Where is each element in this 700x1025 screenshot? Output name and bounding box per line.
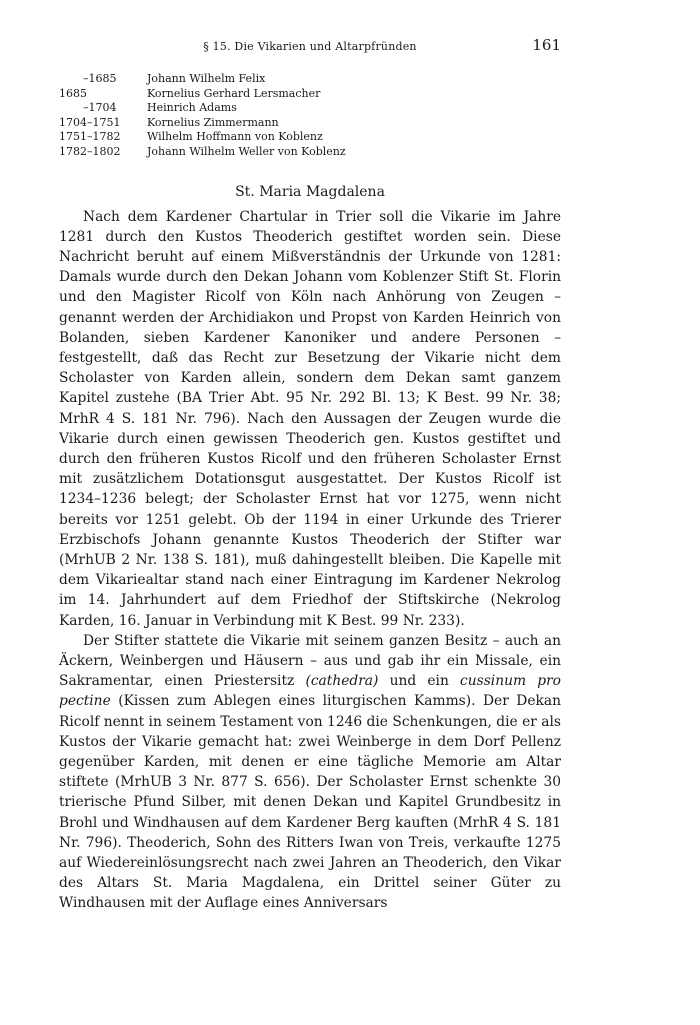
paragraph-text: und ein bbox=[378, 673, 461, 690]
list-item bbox=[59, 130, 561, 145]
list-item-name: Kornelius Zimmermann bbox=[147, 115, 279, 129]
list-item-date: 1782–1802 bbox=[59, 144, 121, 158]
italic-term: cussinum pro pectine bbox=[59, 673, 561, 710]
list-item bbox=[59, 87, 561, 102]
list-item-date: –1685 bbox=[83, 72, 117, 85]
running-head bbox=[59, 36, 561, 62]
list-item-date: –1704 bbox=[83, 101, 117, 115]
body-paragraph-2 bbox=[59, 631, 561, 914]
page-number: 161 bbox=[532, 36, 561, 54]
list-item bbox=[59, 72, 561, 87]
list-item-date: 1704–1751 bbox=[59, 115, 121, 129]
list-item bbox=[59, 101, 561, 116]
italic-term: (cathedra) bbox=[305, 673, 379, 690]
paragraph-text: (Kissen zum Ablegen eines liturgischen Kamms). Der Dekan Ricolf nennt in seinem Testament von 1246 die Schenkungen, die er als Kustos der Vikarie gemacht hat: zwei Weinberge in dem Dorf Pellenz gegenüber Karden, mit denen er eine tägliche Memorie am Altar stiftete (MrhUB 3 Nr. 877 S. 656). Der Scholaster Ernst schenkte 30 trierische Pfund Silber, mit denen Dekan und Kapitel Grundbesitz in Brohl und Windhausen auf dem Kardener Berg kauften (MrhR 4 S. 181 Nr. 796). Theoderich, Sohn des Ritters Iwan von Treis, verkaufte 1275 auf Wiedereinlösungsrecht nach zwei Jahren an Theoderich, den Vikar des Altars St. Maria Magdalena, ein Drittel seiner Güter zu Windhausen mit der Auflage eines Anniversars bbox=[59, 693, 561, 912]
running-title: § 15. Die Vikarien und Altarpfründen bbox=[203, 40, 417, 53]
section-title: St. Maria Magdalena bbox=[235, 183, 385, 200]
body-paragraph-1: Nach dem Kardener Chartular in Trier soll die Vikarie im Jahre 1281 durch den Kustos Theoderich gestiftet worden sein. Diese Nachricht beruht auf einem Mißverständnis der Urkunde von 1281: Damals wurde durch den Dekan Johann vom Koblenzer Stift St. Florin und den Magister Ricolf von Köln nach Anhörung von Zeugen – genannt werden der Archidiakon und Propst von Karden Heinrich von Bolanden, sieben Kardener Kanoniker und andere Personen – festgestellt, daß das Recht zur Besetzung der Vikarie nicht dem Scholaster von Karden allein, sondern dem Dekan samt ganzem Kapitel zustehe (BA Trier Abt. 95 Nr. 292 Bl. 13; K Best. 99 Nr. 38; MrhR 4 S. 181 Nr. 796). Nach den Aussagen der Zeugen wurde die Vikarie durch einen gewissen Theoderich gen. Kustos gestiftet und durch den früheren Kustos Ricolf und den früheren Scholaster Ernst mit zusätzlichem Dotationsgut ausgestattet. Der Kustos Ricolf ist 1234–1236 belegt; der Scholaster Ernst hat vor 1275, wenn nicht bereits vor 1251 gelebt. Ob der 1194 in einer Urkunde des Trierer Erzbischofs Johann genannte Kustos Theoderich der Stifter war (MrhUB 2 Nr. 138 S. 181), muß dahingestellt bleiben. Die Kapelle mit dem Vikariealtar stand nach einer Eintragung im Kardener Nekrolog im 14. Jahrhundert auf dem Friedhof der Stiftskirche (Nekrolog Karden, 16. Januar in Verbindung mit K Best. 99 Nr. 233). bbox=[59, 208, 561, 629]
list-item-name: Johann Wilhelm Weller von Koblenz bbox=[147, 144, 346, 158]
incumbent-list bbox=[59, 72, 561, 160]
list-item bbox=[59, 116, 561, 131]
book-page bbox=[59, 36, 561, 914]
list-item-name: Johann Wilhelm Felix bbox=[147, 72, 266, 85]
paragraph-text: Der Stifter stattete die Vikarie mit seinem ganzen Besitz – auch an Äckern, Weinbergen und Häusern – aus und gab ihr ein Missale, ein Sakramentar, einen Priestersitz bbox=[59, 632, 561, 690]
list-item bbox=[59, 145, 561, 160]
list-item-name: Kornelius Gerhard Lersmacher bbox=[147, 86, 321, 100]
list-item-date: 1751–1782 bbox=[59, 130, 121, 144]
list-item-date: 1685 bbox=[59, 86, 87, 100]
list-item-name: Heinrich Adams bbox=[147, 101, 237, 115]
list-item-name: Wilhelm Hoffmann von Koblenz bbox=[147, 130, 323, 144]
